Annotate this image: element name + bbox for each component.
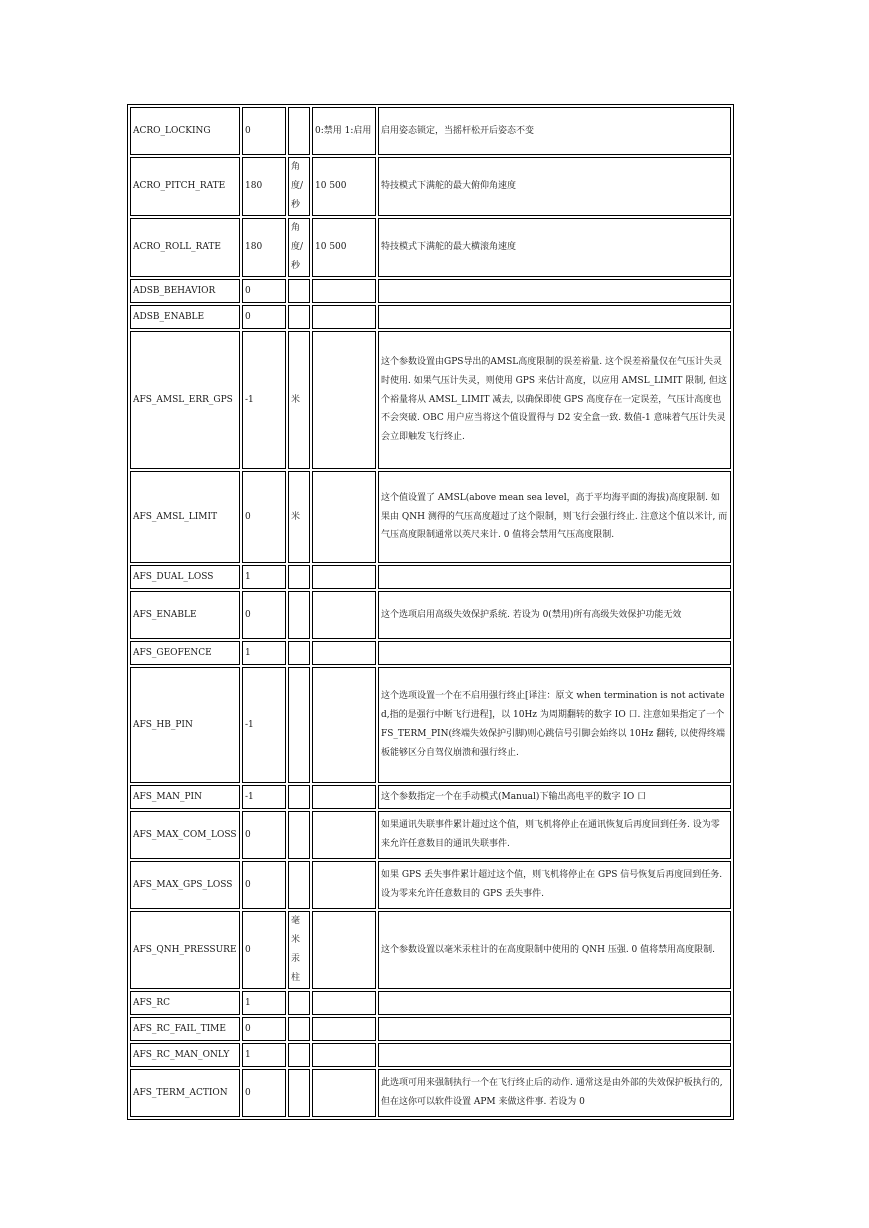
table-row [130, 811, 731, 859]
param-description-cell [378, 305, 731, 329]
param-description-cell [378, 1043, 731, 1067]
param-range-cell [312, 591, 376, 639]
param-name-cell: AFS_RC [130, 991, 240, 1015]
param-range-cell: 0:禁用 1:启用 [312, 107, 376, 155]
param-range-cell [312, 667, 376, 783]
param-name-cell: AFS_QNH_PRESSURE [130, 911, 240, 989]
param-unit-cell [288, 1017, 310, 1041]
param-default-cell: 1 [242, 565, 286, 589]
param-unit-cell [288, 1069, 310, 1117]
param-description-cell [378, 991, 731, 1015]
param-range-cell [312, 1069, 376, 1117]
param-unit-cell: 毫米汞柱 [288, 911, 310, 989]
param-default-cell: 0 [242, 811, 286, 859]
param-default-cell: -1 [242, 667, 286, 783]
table-row [130, 218, 731, 277]
param-unit-cell [288, 565, 310, 589]
param-description-cell [378, 565, 731, 589]
param-description-cell: 这个参数设置由GPS导出的AMSL高度限制的误差裕量. 这个误差裕量仅在气压计失灵时使用. 如果气压计失灵，则使用 GPS 来估计高度，以应用 AMSL_LIMIT 限制, 但这个裕量将从 AMSL_LIMIT 减去, 以确保即使 GPS 高度存在一定误差，气压计高度也不会突破. OBC 用户应当将这个值设置得与 D2 安全盒一致. 数值-1 意味着气压计失灵会立即触发飞行终止. [378, 331, 731, 469]
param-name-cell: AFS_AMSL_LIMIT [130, 471, 240, 563]
table-row [130, 641, 731, 665]
param-description-cell: 特技模式下满舵的最大横滚角速度 [378, 218, 731, 277]
param-name-cell: AFS_MAX_GPS_LOSS [130, 861, 240, 909]
param-description-cell: 这个选项启用高级失效保护系统. 若设为 0(禁用)所有高级失效保护功能无效 [378, 591, 731, 639]
table-row [130, 991, 731, 1015]
param-default-cell: 0 [242, 1017, 286, 1041]
param-range-cell [312, 911, 376, 989]
param-range-cell [312, 1017, 376, 1041]
param-range-cell [312, 331, 376, 469]
table-row [130, 1017, 731, 1041]
param-default-cell: 0 [242, 1069, 286, 1117]
param-description-cell: 这个参数指定一个在手动模式(Manual)下输出高电平的数字 IO 口 [378, 785, 731, 809]
param-default-cell: 0 [242, 861, 286, 909]
param-unit-cell [288, 1043, 310, 1067]
param-default-cell: 0 [242, 305, 286, 329]
parameter-table-body [130, 107, 731, 1117]
param-unit-cell [288, 861, 310, 909]
param-range-cell [312, 565, 376, 589]
table-row [130, 107, 731, 155]
param-range-cell [312, 471, 376, 563]
param-unit-cell: 角度/秒 [288, 157, 310, 216]
param-name-cell: ADSB_BEHAVIOR [130, 279, 240, 303]
param-default-cell: 0 [242, 911, 286, 989]
param-name-cell: AFS_GEOFENCE [130, 641, 240, 665]
param-default-cell: 0 [242, 471, 286, 563]
param-range-cell [312, 861, 376, 909]
param-name-cell: AFS_ENABLE [130, 591, 240, 639]
param-description-cell: 如果通讯失联事件累计超过这个值，则飞机将停止在通讯恢复后再度回到任务. 设为零来允许任意数目的通讯失联事件. [378, 811, 731, 859]
table-row [130, 785, 731, 809]
table-row [130, 911, 731, 989]
param-range-cell: 10 500 [312, 218, 376, 277]
table-row [130, 591, 731, 639]
param-unit-cell [288, 991, 310, 1015]
param-name-cell: ACRO_PITCH_RATE [130, 157, 240, 216]
param-range-cell [312, 641, 376, 665]
table-row [130, 1069, 731, 1117]
table-row [130, 305, 731, 329]
table-row [130, 1043, 731, 1067]
param-default-cell: 1 [242, 991, 286, 1015]
param-unit-cell [288, 107, 310, 155]
table-row [130, 565, 731, 589]
param-name-cell: AFS_RC_FAIL_TIME [130, 1017, 240, 1041]
param-description-cell: 这个选项设置一个在不启用强行终止[译注：原文 when termination is not activated,指的是强行中断飞行进程]，以 10Hz 为周期翻转的数字 IO 口. 注意如果指定了一个 FS_TERM_PIN(终端失效保护引脚)则心跳信号引脚会始终以 10Hz 翻转, 以使得终端板能够区分自驾仪崩溃和强行终止. [378, 667, 731, 783]
param-default-cell: 1 [242, 641, 286, 665]
param-unit-cell [288, 591, 310, 639]
param-unit-cell [288, 305, 310, 329]
param-name-cell: AFS_MAN_PIN [130, 785, 240, 809]
param-name-cell: ACRO_ROLL_RATE [130, 218, 240, 277]
param-range-cell [312, 785, 376, 809]
table-row [130, 157, 731, 216]
param-description-cell: 这个参数设置以毫米汞柱计的在高度限制中使用的 QNH 压强. 0 值将禁用高度限制. [378, 911, 731, 989]
table-row [130, 279, 731, 303]
param-description-cell [378, 1017, 731, 1041]
param-unit-cell [288, 811, 310, 859]
parameter-table [127, 104, 734, 1120]
param-name-cell: AFS_DUAL_LOSS [130, 565, 240, 589]
param-range-cell [312, 305, 376, 329]
param-name-cell: AFS_HB_PIN [130, 667, 240, 783]
param-name-cell: AFS_RC_MAN_ONLY [130, 1043, 240, 1067]
table-row [130, 667, 731, 783]
param-name-cell: AFS_MAX_COM_LOSS [130, 811, 240, 859]
param-name-cell: ACRO_LOCKING [130, 107, 240, 155]
param-range-cell [312, 991, 376, 1015]
param-description-cell [378, 641, 731, 665]
table-row [130, 331, 731, 469]
param-description-cell: 此选项可用来强制执行一个在飞行终止后的动作. 通常这是由外部的失效保护板执行的, 但在这你可以软件设置 APM 来做这件事. 若设为 0 [378, 1069, 731, 1117]
param-default-cell: -1 [242, 331, 286, 469]
param-unit-cell [288, 279, 310, 303]
table-row [130, 861, 731, 909]
param-description-cell: 启用姿态锁定，当摇杆松开后姿态不变 [378, 107, 731, 155]
param-name-cell: ADSB_ENABLE [130, 305, 240, 329]
param-description-cell: 特技模式下满舵的最大俯仰角速度 [378, 157, 731, 216]
param-default-cell: 180 [242, 218, 286, 277]
param-default-cell: 180 [242, 157, 286, 216]
param-description-cell [378, 279, 731, 303]
param-unit-cell [288, 667, 310, 783]
param-description-cell: 如果 GPS 丢失事件累计超过这个值，则飞机将停止在 GPS 信号恢复后再度回到任务. 设为零来允许任意数目的 GPS 丢失事件. [378, 861, 731, 909]
param-unit-cell: 米 [288, 331, 310, 469]
param-range-cell [312, 811, 376, 859]
param-default-cell: 1 [242, 1043, 286, 1067]
param-default-cell: -1 [242, 785, 286, 809]
param-unit-cell: 角度/秒 [288, 218, 310, 277]
param-unit-cell [288, 785, 310, 809]
param-range-cell [312, 1043, 376, 1067]
param-default-cell: 0 [242, 107, 286, 155]
param-default-cell: 0 [242, 279, 286, 303]
param-description-cell: 这个值设置了 AMSL(above mean sea level，高于平均海平面的海拔)高度限制. 如果由 QNH 测得的气压高度超过了这个限制，则飞行会强行终止. 注意这个值以米计, 而气压高度限制通常以英尺来计. 0 值将会禁用气压高度限制. [378, 471, 731, 563]
param-name-cell: AFS_TERM_ACTION [130, 1069, 240, 1117]
param-range-cell [312, 279, 376, 303]
param-unit-cell: 米 [288, 471, 310, 563]
table-row [130, 471, 731, 563]
param-name-cell: AFS_AMSL_ERR_GPS [130, 331, 240, 469]
param-range-cell: 10 500 [312, 157, 376, 216]
param-unit-cell [288, 641, 310, 665]
param-default-cell: 0 [242, 591, 286, 639]
